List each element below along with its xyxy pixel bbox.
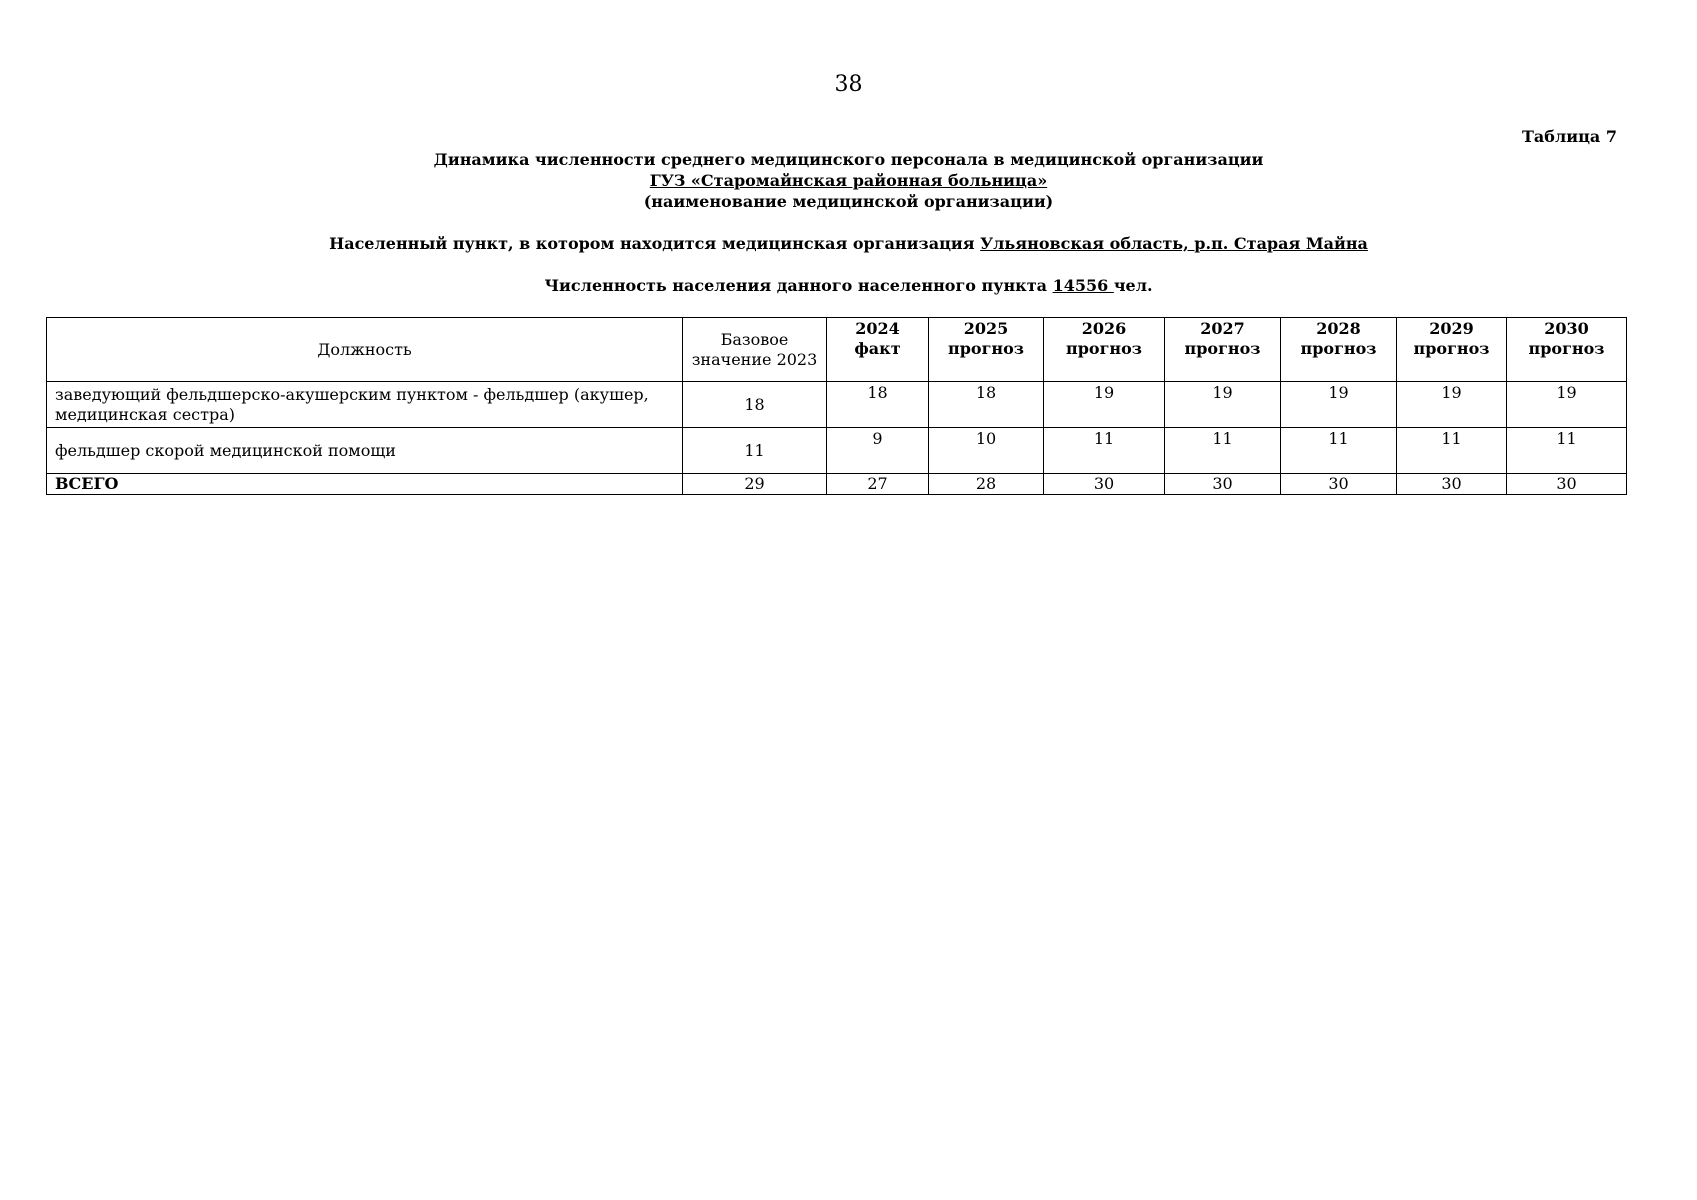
cell-value: 11 (1165, 428, 1281, 474)
cell-value: 18 (827, 382, 929, 428)
organization-name: ГУЗ «Старомайнская районная больница» (649, 171, 1048, 190)
header-year: 2030 прогноз (1507, 318, 1627, 382)
population-line (0, 275, 1697, 296)
page-number: 38 (834, 72, 863, 97)
organization-name-line (0, 170, 1697, 191)
cell-base: 11 (683, 428, 827, 474)
cell-value: 19 (1165, 382, 1281, 428)
total-value: 27 (827, 474, 929, 495)
cell-value: 19 (1281, 382, 1397, 428)
header-year: 2025 прогноз (929, 318, 1044, 382)
header-position: Должность (47, 318, 683, 382)
cell-value: 11 (1507, 428, 1627, 474)
cell-value: 19 (1397, 382, 1507, 428)
population-unit: чел. (1113, 276, 1153, 295)
cell-value: 19 (1044, 382, 1165, 428)
total-value: 28 (929, 474, 1044, 495)
cell-value: 10 (929, 428, 1044, 474)
table-total-row (47, 474, 1627, 495)
header-year: 2026 прогноз (1044, 318, 1165, 382)
table-row (47, 382, 1627, 428)
population-value: 14556 (1052, 276, 1114, 295)
header-base: Базовое значение 2023 (683, 318, 827, 382)
cell-value: 11 (1397, 428, 1507, 474)
total-value: 30 (1281, 474, 1397, 495)
location-label: Населенный пункт, в котором находится медицинская организация (329, 234, 975, 253)
table-row (47, 428, 1627, 474)
population-label: Численность населения данного населенного пункта (544, 276, 1047, 295)
cell-value: 11 (1281, 428, 1397, 474)
cell-value: 11 (1044, 428, 1165, 474)
table-label: Таблица 7 (1522, 127, 1617, 146)
total-label: ВСЕГО (47, 474, 683, 495)
location-value: Ульяновская область, р.п. Старая Майна (980, 234, 1368, 253)
cell-position: заведующий фельдшерско-акушерским пунктом - фельдшер (акушер, медицинская сестра) (47, 382, 683, 428)
header-year: 2028 прогноз (1281, 318, 1397, 382)
total-value: 30 (1044, 474, 1165, 495)
total-value: 30 (1507, 474, 1627, 495)
cell-value: 19 (1507, 382, 1627, 428)
total-value: 30 (1165, 474, 1281, 495)
organization-caption: (наименование медицинской организации) (643, 192, 1054, 211)
table-header-row (47, 318, 1627, 382)
cell-value: 18 (929, 382, 1044, 428)
cell-value: 9 (827, 428, 929, 474)
header-year: 2027 прогноз (1165, 318, 1281, 382)
staff-dynamics-table (46, 317, 1627, 495)
cell-position: фельдшер скорой медицинской помощи (47, 428, 683, 474)
header-year: 2024 факт (827, 318, 929, 382)
header-year: 2029 прогноз (1397, 318, 1507, 382)
cell-base: 18 (683, 382, 827, 428)
location-line (0, 233, 1697, 254)
document-title: Динамика численности среднего медицинского персонала в медицинской организации (433, 150, 1264, 169)
total-base: 29 (683, 474, 827, 495)
total-value: 30 (1397, 474, 1507, 495)
